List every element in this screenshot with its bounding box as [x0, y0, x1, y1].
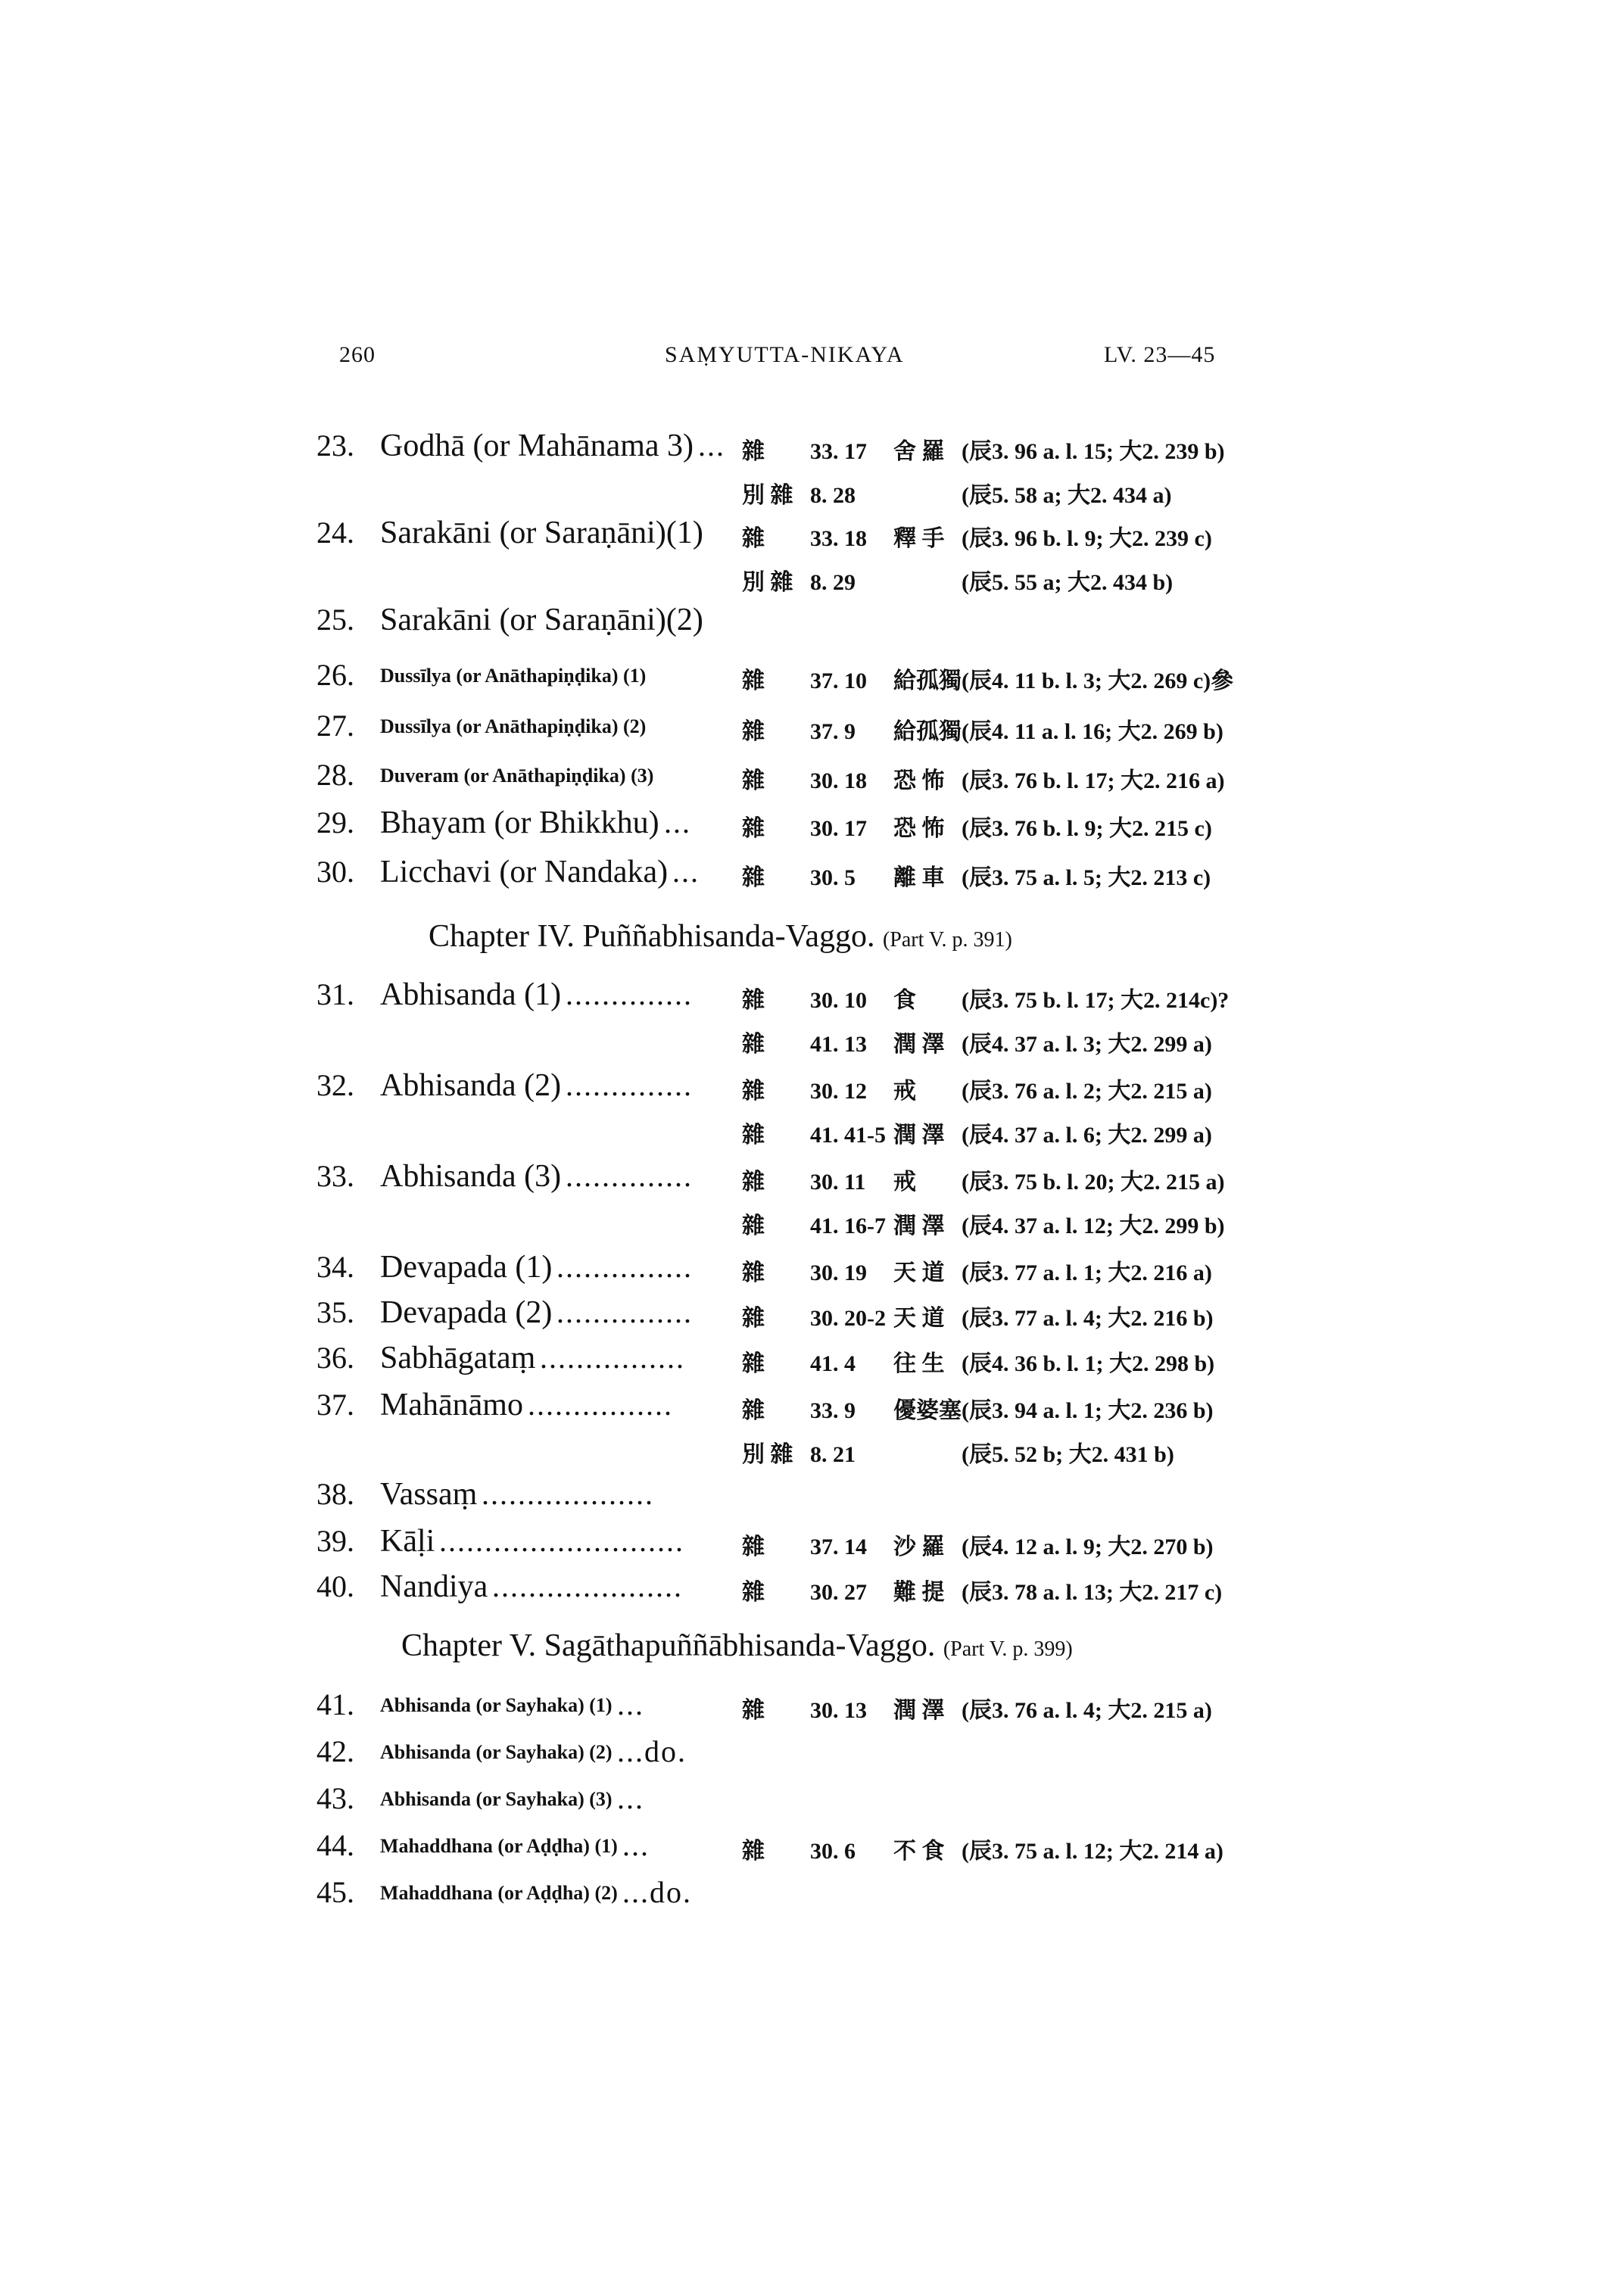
sutra-name: 天 道 [893, 1306, 945, 1331]
fascicle-number: 30. 18 [810, 768, 867, 793]
entry-title: Abhisanda (or Sayhaka) (2) [380, 1741, 613, 1763]
entry-number: 38. [316, 1477, 354, 1511]
entry-title: Devapada (1) [380, 1250, 553, 1285]
location-citation: (辰5. 55 a; 大2. 434 b) [962, 570, 1174, 595]
location-citation: (辰4. 36 b. l. 1; 大2. 298 b) [962, 1351, 1215, 1376]
source-reference [742, 1299, 1214, 1332]
fascicle-number: 37. 10 [810, 668, 867, 693]
sutra-name: 恐 怖 [893, 768, 945, 793]
source-reference [742, 1832, 1223, 1865]
fascicle-number: 30. 19 [810, 1260, 867, 1285]
source-reference [742, 1528, 1214, 1561]
source-reference [742, 1163, 1225, 1196]
fascicle-number: 41. 41-5 [810, 1123, 886, 1148]
leader-dots: ............... [556, 1295, 693, 1329]
chapter-heading-5 [401, 1628, 1073, 1664]
text-abbrev: 雜 [742, 1698, 765, 1723]
fascicle-number: 30. 17 [810, 816, 867, 841]
chapter-heading-4 [429, 918, 1012, 955]
sutra-name: 離 車 [893, 865, 945, 890]
leader-dots: ...do. [617, 1734, 687, 1768]
sutra-name: 潤 澤 [893, 1213, 945, 1238]
entry-number: 26. [316, 658, 354, 692]
chapter-label: Chapter IV. [429, 919, 583, 954]
text-abbrev: 雜 [742, 865, 765, 890]
entry-number: 27. [316, 709, 354, 743]
source-reference [742, 1573, 1222, 1606]
entry-number: 25. [316, 603, 354, 637]
source-reference [742, 1691, 1212, 1724]
text-abbrev: 雜 [742, 526, 765, 551]
source-reference [742, 809, 1212, 843]
text-abbrev: 雜 [742, 1123, 765, 1148]
sutra-name: 食 [893, 988, 916, 1013]
location-citation: (辰5. 58 a; 大2. 434 a) [962, 483, 1172, 508]
entry-title: Licchavi (or Nandaka) [380, 855, 669, 889]
location-citation: (辰4. 37 a. l. 3; 大2. 299 a) [962, 1032, 1212, 1057]
entry-number: 31. [316, 977, 354, 1011]
entry-number: 24. [316, 516, 354, 550]
location-citation: (辰3. 75 a. l. 12; 大2. 214 a) [962, 1839, 1223, 1864]
text-abbrev: 雜 [742, 1398, 765, 1423]
entry-title: Dussīlya (or Anāthapiṇḍika) (2) [380, 715, 647, 737]
page-number: 260 [339, 342, 376, 367]
source-reference [742, 1207, 1225, 1240]
entry-number: 41. [316, 1687, 354, 1721]
entry-title: Sarakāni (or Saraṇāni)(1) [380, 516, 703, 550]
source-reference [742, 1344, 1214, 1378]
entry-number: 40. [316, 1569, 354, 1603]
fascicle-number: 37. 9 [810, 719, 856, 744]
text-abbrev: 別 雜 [742, 483, 793, 508]
fascicle-number: 41. 4 [810, 1351, 856, 1376]
text-abbrev: 雜 [742, 1306, 765, 1331]
text-abbrev: 別 雜 [742, 570, 793, 595]
fascicle-number: 8. 29 [810, 570, 856, 595]
source-reference [742, 1254, 1212, 1287]
entry-title: Kāḷi [380, 1524, 435, 1559]
chapter-name: Sagāthapuññābhisanda-Vaggo. [544, 1628, 943, 1663]
location-citation: (辰3. 76 b. l. 9; 大2. 215 c) [962, 816, 1212, 841]
entry-title: Vassaṃ [380, 1477, 478, 1512]
entry-title: Abhisanda (or Sayhaka) (1) [380, 1694, 613, 1716]
entry-number: 39. [316, 1524, 354, 1558]
text-abbrev: 雜 [742, 1839, 765, 1864]
source-reference [742, 981, 1229, 1014]
text-abbrev: 別 雜 [742, 1442, 793, 1467]
location-citation: (辰3. 75 b. l. 17; 大2. 214c)? [962, 988, 1230, 1013]
sutra-name: 恐 怖 [893, 816, 945, 841]
sutra-name: 舍 羅 [893, 439, 945, 464]
fascicle-number: 41. 13 [810, 1032, 867, 1057]
entry-number: 30. [316, 855, 354, 889]
entry-title: Abhisanda (1) [380, 977, 562, 1012]
leader-dots: ............... [556, 1250, 693, 1284]
entry-title: Sabhāgataṃ [380, 1341, 536, 1375]
location-citation: (辰4. 11 a. l. 16; 大2. 269 b) [962, 719, 1223, 744]
entry-number: 34. [316, 1250, 354, 1284]
fascicle-number: 8. 21 [810, 1442, 856, 1467]
entry-number: 23. [316, 428, 354, 463]
text-abbrev: 雜 [742, 1351, 765, 1376]
entry-number: 28. [316, 758, 354, 792]
entry-number: 44. [316, 1828, 354, 1862]
text-abbrev: 雜 [742, 719, 765, 744]
fascicle-number: 8. 28 [810, 483, 856, 508]
location-citation: (辰4. 37 a. l. 6; 大2. 299 a) [962, 1123, 1212, 1148]
text-abbrev: 雜 [742, 1213, 765, 1238]
entry-number: 43. [316, 1781, 354, 1815]
text-abbrev: 雜 [742, 1032, 765, 1057]
entry-title: Mahānāmo [380, 1388, 523, 1422]
leader-dots: ...do. [622, 1875, 692, 1909]
leader-dots: .............. [566, 1159, 693, 1193]
list-item [316, 1476, 1323, 1522]
sutra-name: 天 道 [893, 1260, 945, 1285]
text-abbrev: 雜 [742, 1170, 765, 1195]
fascicle-number: 37. 14 [810, 1534, 867, 1559]
entry-title: Abhisanda (3) [380, 1159, 562, 1194]
source-reference [742, 563, 1173, 597]
fascicle-number: 30. 27 [810, 1580, 867, 1605]
location-citation: (辰4. 11 b. l. 3; 大2. 269 c)參 [962, 668, 1234, 693]
sutra-name: 戒 [893, 1170, 916, 1195]
source-reference [742, 858, 1211, 892]
sutra-name: 不 食 [893, 1839, 945, 1864]
list-item [316, 602, 1323, 647]
location-citation: (辰3. 76 a. l. 4; 大2. 215 a) [962, 1698, 1212, 1723]
text-abbrev: 雜 [742, 668, 765, 693]
location-citation: (辰3. 96 a. l. 15; 大2. 239 b) [962, 439, 1225, 464]
sutra-name: 潤 澤 [893, 1123, 945, 1148]
location-citation: (辰3. 78 a. l. 13; 大2. 217 c) [962, 1580, 1223, 1605]
leader-dots: ... [617, 1687, 644, 1721]
source-reference [742, 762, 1225, 795]
fascicle-number: 41. 16-7 [810, 1213, 886, 1238]
entry-number: 37. [316, 1388, 354, 1422]
leader-dots: .............. [566, 1068, 693, 1102]
fascicle-number: 30. 10 [810, 988, 867, 1013]
location-citation: (辰3. 76 b. l. 17; 大2. 216 a) [962, 768, 1225, 793]
text-abbrev: 雜 [742, 1079, 765, 1104]
entry-title: Abhisanda (2) [380, 1068, 562, 1103]
leader-dots: ... [617, 1781, 644, 1815]
location-citation: (辰3. 77 a. l. 1; 大2. 216 a) [962, 1260, 1212, 1285]
fascicle-number: 30. 20-2 [810, 1306, 886, 1331]
entry-title: Godhā (or Mahānama 3) [380, 428, 694, 463]
fascicle-number: 33. 17 [810, 439, 867, 464]
sutra-name: 優婆塞 [893, 1398, 962, 1423]
text-abbrev: 雜 [742, 1534, 765, 1559]
list-item [316, 1734, 1323, 1779]
location-citation: (辰3. 76 a. l. 2; 大2. 215 a) [962, 1079, 1212, 1104]
source-reference [742, 432, 1225, 466]
section-range: LV. 23—45 [1104, 342, 1216, 367]
leader-dots: ... [664, 805, 691, 840]
entry-title: Nandiya [380, 1569, 488, 1604]
list-item [316, 1781, 1323, 1826]
source-reference [742, 476, 1171, 509]
text-abbrev: 雜 [742, 988, 765, 1013]
source-reference [742, 519, 1212, 553]
sutra-name: 難 提 [893, 1580, 945, 1605]
sutra-name: 沙 羅 [893, 1534, 945, 1559]
location-citation: (辰3. 96 b. l. 9; 大2. 239 c) [962, 526, 1212, 551]
entry-title: Devapada (2) [380, 1295, 553, 1330]
entry-title: Duveram (or Anāthapiṇḍika) (3) [380, 765, 654, 787]
location-citation: (辰3. 75 a. l. 5; 大2. 213 c) [962, 865, 1211, 890]
source-reference [742, 662, 1233, 695]
sutra-name: 給孤獨 [893, 719, 962, 744]
text-abbrev: 雜 [742, 439, 765, 464]
text-abbrev: 雜 [742, 768, 765, 793]
fascicle-number: 30. 13 [810, 1698, 867, 1723]
sutra-name: 往 生 [893, 1351, 945, 1376]
fascicle-number: 30. 5 [810, 865, 856, 890]
part-reference: (Part V. p. 399) [943, 1637, 1073, 1661]
text-abbrev: 雜 [742, 816, 765, 841]
entry-number: 42. [316, 1734, 354, 1768]
text-abbrev: 雜 [742, 1260, 765, 1285]
source-reference [742, 1391, 1214, 1425]
leader-dots: ........................... [439, 1524, 684, 1558]
leader-dots: ................ [540, 1341, 685, 1375]
chapter-name: Puññabhisanda-Vaggo. [582, 919, 883, 954]
location-citation: (辰5. 52 b; 大2. 431 b) [962, 1442, 1174, 1467]
fascicle-number: 30. 12 [810, 1079, 867, 1104]
entry-number: 35. [316, 1295, 354, 1329]
entry-number: 36. [316, 1341, 354, 1375]
location-citation: (辰4. 37 a. l. 12; 大2. 299 b) [962, 1213, 1225, 1238]
entry-number: 45. [316, 1875, 354, 1909]
fascicle-number: 33. 18 [810, 526, 867, 551]
fascicle-number: 30. 6 [810, 1839, 856, 1864]
leader-dots: ... [698, 428, 725, 463]
entry-title: Abhisanda (or Sayhaka) (3) [380, 1788, 613, 1810]
entry-title: Bhayam (or Bhikkhu) [380, 805, 659, 840]
entry-title: Mahaddhana (or Aḍḍha) (2) [380, 1882, 618, 1904]
entry-title: Dussīlya (or Anāthapiṇḍika) (1) [380, 665, 647, 687]
running-title: SAṂYUTTA-NIKAYA [665, 342, 905, 367]
location-citation: (辰3. 77 a. l. 4; 大2. 216 b) [962, 1306, 1214, 1331]
sutra-name: 給孤獨 [893, 668, 962, 693]
entry-number: 29. [316, 805, 354, 840]
sutra-name: 潤 澤 [893, 1032, 945, 1057]
list-item [316, 1874, 1323, 1920]
source-reference [742, 712, 1223, 746]
location-citation: (辰3. 75 b. l. 20; 大2. 215 a) [962, 1170, 1225, 1195]
chapter-label: Chapter V. [401, 1628, 544, 1663]
fascicle-number: 30. 11 [810, 1170, 866, 1195]
source-reference [742, 1072, 1212, 1105]
page-header [339, 342, 1278, 380]
entry-title: Mahaddhana (or Aḍḍha) (1) [380, 1835, 618, 1857]
location-citation: (辰3. 94 a. l. 1; 大2. 236 b) [962, 1398, 1214, 1423]
source-reference [742, 1116, 1212, 1149]
entry-title: Sarakāni (or Saraṇāni)(2) [380, 603, 703, 637]
location-citation: (辰4. 12 a. l. 9; 大2. 270 b) [962, 1534, 1214, 1559]
leader-dots: ................ [528, 1388, 673, 1422]
leader-dots: ... [672, 855, 700, 889]
entry-number: 32. [316, 1068, 354, 1102]
source-reference [742, 1025, 1212, 1058]
entry-number: 33. [316, 1159, 354, 1193]
fascicle-number: 33. 9 [810, 1398, 856, 1423]
leader-dots: .............. [566, 977, 693, 1011]
text-abbrev: 雜 [742, 1580, 765, 1605]
sutra-name: 潤 澤 [893, 1698, 945, 1723]
sutra-name: 釋 手 [893, 526, 945, 551]
part-reference: (Part V. p. 391) [882, 928, 1012, 952]
leader-dots: ................... [482, 1477, 654, 1511]
sutra-name: 戒 [893, 1079, 916, 1104]
leader-dots: ..................... [492, 1569, 683, 1603]
source-reference [742, 1435, 1174, 1469]
leader-dots: ... [622, 1828, 650, 1862]
